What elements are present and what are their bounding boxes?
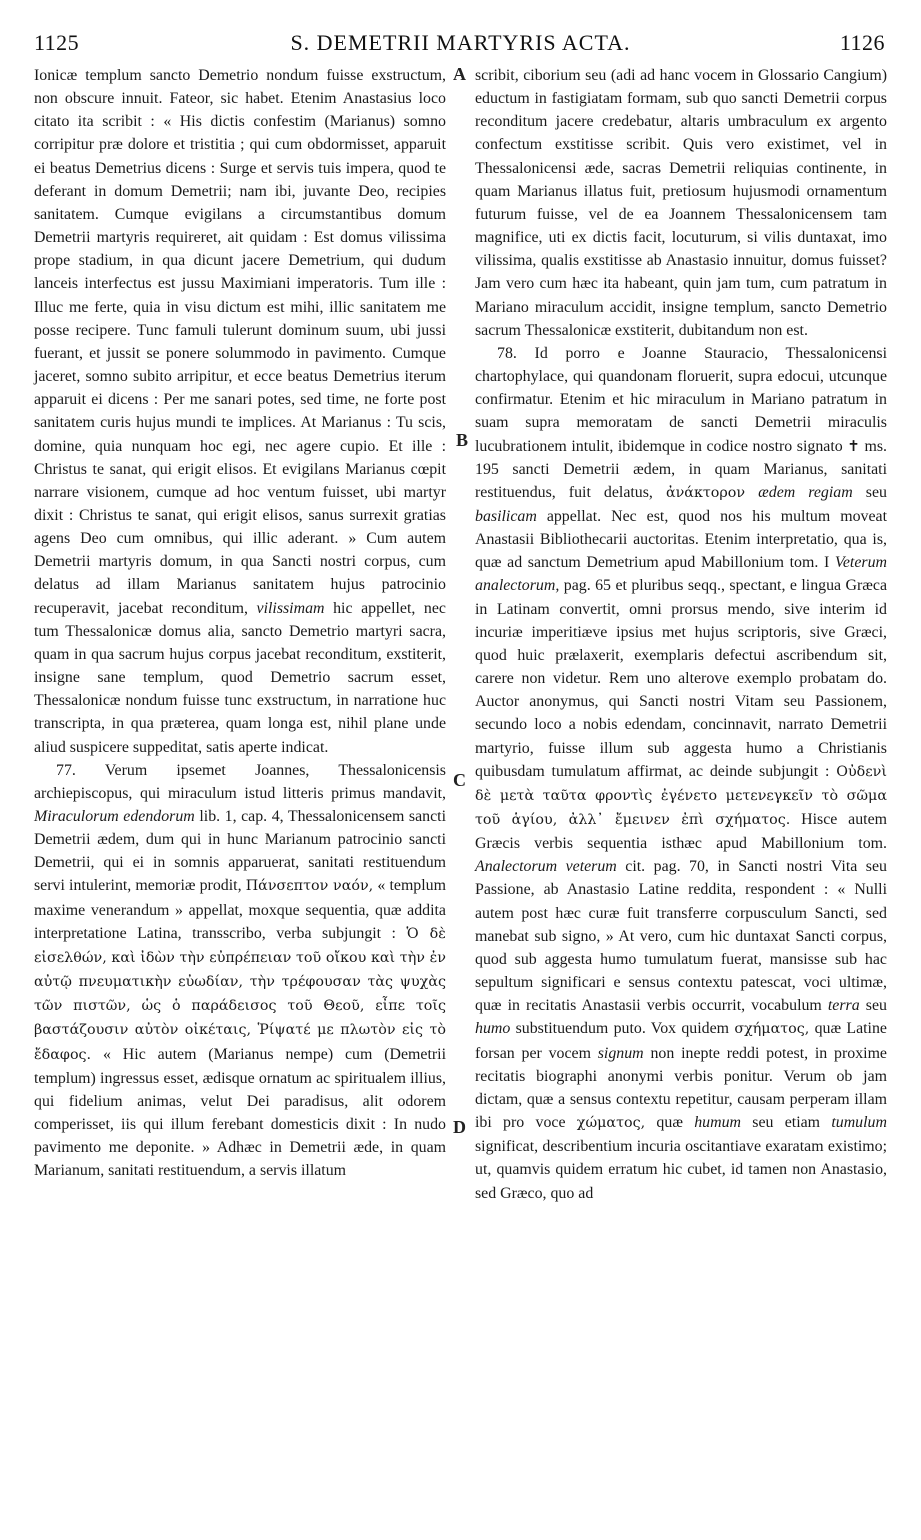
text-run: appellat. Nec est, quod nos his multum moveat Anastasii Bibliothecarii auctoritas. Etenim interpretatio, qua is, quæ ad sanctum Demetrium apud Mabillonium tom. I (475, 507, 887, 572)
text-run: quæ Latine forsan per vocem (475, 1020, 887, 1062)
emphasis: signum (597, 1044, 644, 1062)
greek-text: σχήματος, (734, 1021, 810, 1038)
text-run: Hisce autem Græcis verbis sequentia isthæc apud Mabillonium tom. (475, 811, 887, 853)
margin-letter-a: A (453, 64, 466, 84)
text-run: cit. pag. 70, in Sancti nostri Vita seu Passione, ab Anastasio Latine reddita, respondent : « Nulli autem post hæc curæ fuit transferre corpusculum Sancti, sed manebat sub signo, » At vero, cum hic duntaxat Sancti corpus, quod sub aggesta humo tumulatum fuerat, mansisse sub hac sepultum significari e sensus contextu patescat, voci ultimæ, quæ in recitatis Anastasii verbis occurrit, vocabulum (475, 858, 887, 1015)
text-run: ms. 195 sancti Demetrii ædem, in quam Marianus, sanitati restituendus, fuit delatus, (475, 437, 887, 501)
text-run: hic appellet, nec tum Thessalonicæ domus alia, sancto Demetrio martyri sacra, quam in qua sacrum hujus corpus jacebat reconditum, exstiterit, insigne sane templum, quod Demetrio sacrum esset, Thessalonicæ nondum fuisse tunc exstructum, in narratione huc transcripta, in qua præterea, quam longa est, nihil plane unde aliud suspicere suppeditat, satis aperte indicat. (34, 599, 446, 756)
text-run: substituendum puto. Vox quidem (515, 1020, 730, 1038)
left-paragraph-1 (34, 64, 446, 759)
right-paragraph-1 (475, 64, 887, 342)
greek-text: Πάνσεπτον ναόν, (245, 878, 374, 895)
text-run: non inepte reddi potest, in proxime recitatis biographi anonymi verbis ponitur. Verum ob jam dictam, quæ a sensus contextu repetitur, causam perperam illam ibi pro voce (475, 1044, 887, 1132)
right-column (475, 64, 887, 1205)
cross-icon: ✝ (847, 436, 860, 455)
emphasis: terra (827, 997, 860, 1015)
text-run: scribit, ciborium seu (adi ad hanc vocem in Glossario Cangium) eductum in fastigiatam formam, sub quo sancti Demetrii corpus reconditum jacere credebatur, altaris umbraculum ex argento confectum exstitisse scribit. Quis vero existimet, vel in Thessalonicensi æde, sacras Demetrii reliquias continente, in quam Marianus illatus fuit, pretiosum hujusmodi ornamentum futurum fuisse, vel de ea Joannem Thessalonicensem tam magnifice, uti ex dictis facit, locuturum, si vilis duntaxat, imo vilissima, qualis exstitisse ab Anastasio innuitur, domus fuisset? Jam vero cum hæc ita habeant, quin jam tum, cum patratum in Mariano miraculum accidit, insigne templum, sancto Demetrio sacrum Thessalonicæ exstiterit, dubitandum non est. (475, 67, 887, 339)
emphasis: tumulum (831, 1114, 887, 1132)
text-run: « templum maxime venerandum » appellat, moxque sequentia, quæ addita interpretatione Latina, transscribo, verba subjungit : (34, 877, 446, 942)
emphasis: humo (475, 1020, 511, 1038)
right-paragraph-78 (475, 342, 887, 1205)
margin-letter-b: B (456, 430, 469, 450)
emphasis: humum (694, 1114, 741, 1132)
emphasis: Analectorum veterum (475, 858, 617, 876)
greek-text: ἀνάκτορον (665, 484, 746, 501)
text-run: 78. Id porro e Joanne Stauracio, Thessalonicensi chartophylace, qui quandonam floruerit, supra edocui, utcunque confirmatur. Etenim et hic miraculum in Mariano patratum in suam supra memoratam de sancti Demetrii miraculis lucubrationem intulit, ibidemque in codice nostro signato (475, 344, 887, 455)
text-run: Ionicæ templum sancto Demetrio nondum fuisse exstructum, non obscure innuit. Fateor, sic habet. Etenim Anastasius loco citato ita scribit : « His dictis confestim (Marianus) somno corripitur præ dolore et tristitia ; qui cum obdormisset, apparuit ei beatus Demetrius dicens : Surge et servis tuis impera, quod te deferant in domum Demetrii; nam ibi, juvante Deo, recipies sanitatem. Cumque evigilans a circumstantibus domum Demetrii martyris requireret, ait quidam : Est domus vilissima prope stadium, in qua dicunt jacere Demetrium, qui dudum lanceis interfectus est jussu Maximiani imperatoris. Tum ille : Illuc me ferte, quia in visu dictum est mihi, illic sanitatem me posse recipere. Tunc famuli tulerunt dominum suum, ubi jussi fuerant, et jussit se ponere solummodo in pavimento. Cumque jaceret, somno subito arripitur, et ecce beatus Demetrius iterum apparuit ei dicens : Per me sanari potes, sed time, ne forte post sanitatem curis hujus mundi te implices. At Marianus : Tu scis, domine, quia nunquam hoc egi, nec agere cupio. Et ille : Christus te sanat, qui erigit elisos. Et evigilans Marianus cœpit narrare visionem, cumque ad hoc ventum fuisset, ubi martyr dixit : Christus te sanat, qui erigit elisos, sanus surrexit gratias agens Deo cum omnibus, qui illic aderant. » Cum autem Demetrii martyris domum, in qua Sancti nostri corpus, cum delatus ad illam Marianus sanitatem hujus patrocinio recuperavit, jacebat reconditum, (34, 67, 446, 617)
text-run: seu etiam (752, 1114, 821, 1132)
text-run: lib. 1, cap. 4, Thessalonicensem sancti Demetrii ædem, dum qui in hunc Marianum patrocinio sancti Demetrii, qui ei in somnis apparuerat, sanitati restituendum servi intulerint, memoriæ prodit, (34, 808, 446, 895)
text-run: significat, describentium incuria oscitantiave exaratam existimo; ut, quamvis quidem erratum hic cubet, id tamen non Anastasio, sed Græco, quo ad (475, 1138, 887, 1202)
text-run: quæ (656, 1114, 683, 1132)
greek-text: Ὁ δὲ εἰσελθών, καὶ ἰδὼν τὴν εὐπρέπειαν τοῦ οἴκου καὶ τὴν ἐν αὐτῷ πνευματικὴν εὐωδίαν, τὴν τρέφουσαν τὰς ψυχὰς τῶν πιστῶν, ὡς ὁ παράδεισος τοῦ Θεοῦ, εἶπε τοῖς βαστάζουσιν αὐτὸν οἰκέταις, Ῥίψατέ με πλωτὸν εἰς τὸ ἔδαφος. (34, 925, 446, 1063)
greek-text: Οὐδενὶ δὲ μετὰ ταῦτα φροντὶς ἐγένετο μετενεγκεῖν τὸ σῶμα τοῦ ἁγίου, ἀλλ᾽ ἔμεινεν ἐπὶ σχήματος. (475, 763, 887, 828)
emphasis: basilicam (475, 507, 537, 525)
emphasis: Veterum analectorum, (475, 554, 887, 595)
running-title: S. DEMETRII MARTYRIS ACTA. (290, 30, 631, 55)
left-paragraph-77 (34, 759, 446, 1183)
text-run: 77. Verum ipsemet Joannes, Thessalonicensis archiepiscopus, qui miraculum istud litteris primus mandavit, (34, 761, 446, 802)
text-run: seu (865, 483, 887, 501)
text-run: seu (865, 997, 887, 1015)
text-run: « Hic autem (Marianus nempe) cum (Demetrii templum) ingressus esset, ædisque ornatum ac spiritualem illius, qui fidelium animas, velut Dei paradisus, alit odorem comperisset, iis qui illum ferebant domesticis dixit : In nudo pavimento me deponite. » Adhæc in Demetrii æde, in quam Marianum, sanitati restituendum, a servis illatum (34, 1045, 446, 1180)
emphasis: ædem regiam (758, 483, 853, 501)
emphasis: Miraculorum edendorum (34, 808, 195, 825)
right-page-number: 1126 (839, 30, 885, 55)
emphasis: vilissimam (256, 599, 325, 617)
left-page-number: 1125 (34, 30, 80, 55)
greek-text: χώματος, (576, 1115, 646, 1132)
text-run: pag. 65 et pluribus seqq., spectant, e lingua Græca in Latinam convertit, omni prorsus mendo, sive interim id incuriæ imperitiæve ipsius met hujus scriptoris, sive Græci, quod huic prælaxerit, exemplaris defectui ascribendum sit, carere non videtur. Rem uno alterove exemplo probatam do. Auctor anonymus, qui Sancti nostri Vitam seu Passionem, secundo loco a nobis edendam, concinnavit, narrato Demetrii martyrio, fuisse illum sub aggesta humo a Christianis quibusdam tumulatum affirmat, ac deinde subjungit : (475, 577, 887, 780)
margin-letter-c: C (453, 770, 466, 790)
margin-letter-d: D (453, 1117, 466, 1137)
left-column (34, 64, 446, 1183)
